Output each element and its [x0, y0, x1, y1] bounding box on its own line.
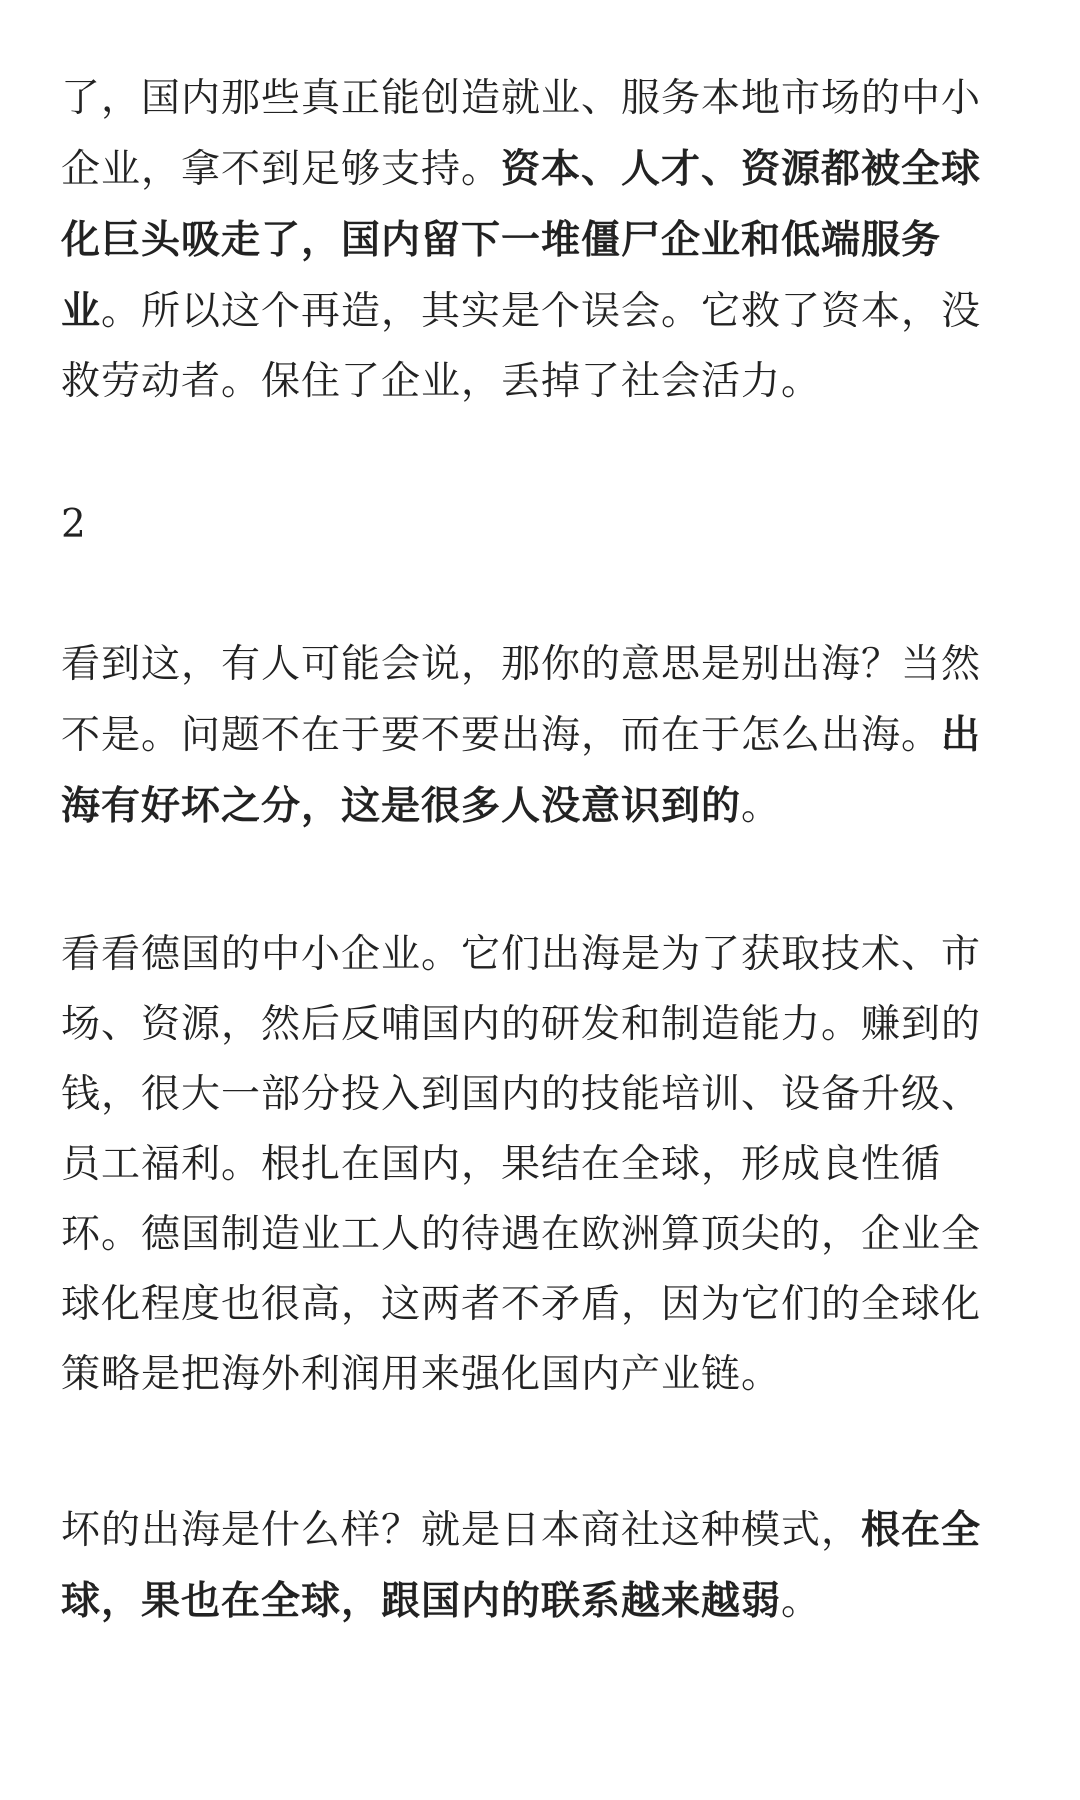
- paragraph-capital-flow: [61, 64, 1019, 417]
- emphasis-text: 资本、人才、资源都被全球化巨头吸走了，国内留下一堆僵尸企业和低端服务业: [61, 146, 982, 334]
- paragraph-text: 。: [741, 784, 782, 829]
- paragraph-germany-example: 看看德国的中小企业。它们出海是为了获取技术、市场、资源，然后反哺国内的研发和制造能力。赚到的钱，很大一部分投入到国内的技能培训、设备升级、员工福利。根扎在国内，果结在全球，形成良性循环。德国制造业工人的待遇在欧洲算顶尖的，企业全球化程度也很高，这两者不矛盾，因为它们的全球化策略是把海外利润用来强化国内产业链。: [61, 932, 982, 1397]
- paragraph-text: 。所以这个再造，其实是个误会。它救了资本，没救劳动者。保住了企业，丢掉了社会活力。: [61, 289, 982, 404]
- emphasis-text: 出海有好坏之分，这是很多人没意识到的: [61, 712, 982, 829]
- section-number: 2: [61, 502, 87, 547]
- emphasis-text: 根在全球，果也在全球，跟国内的联系越来越弱: [61, 1507, 982, 1624]
- paragraph-text: 。: [781, 1579, 822, 1624]
- paragraph-text: 看到这，有人可能会说，那你的意思是别出海？当然不是。问题不在于要不要出海，而在于怎么出海。: [61, 642, 982, 758]
- paragraph-text: 了，国内那些真正能创造就业、服务本地市场的中小企业，拿不到足够支持。: [61, 76, 982, 192]
- paragraph-text: 坏的出海是什么样？就是日本商社这种模式，: [61, 1508, 862, 1553]
- paragraph-japan-example: [61, 1495, 1019, 1637]
- paragraph-going-abroad: [61, 630, 1019, 842]
